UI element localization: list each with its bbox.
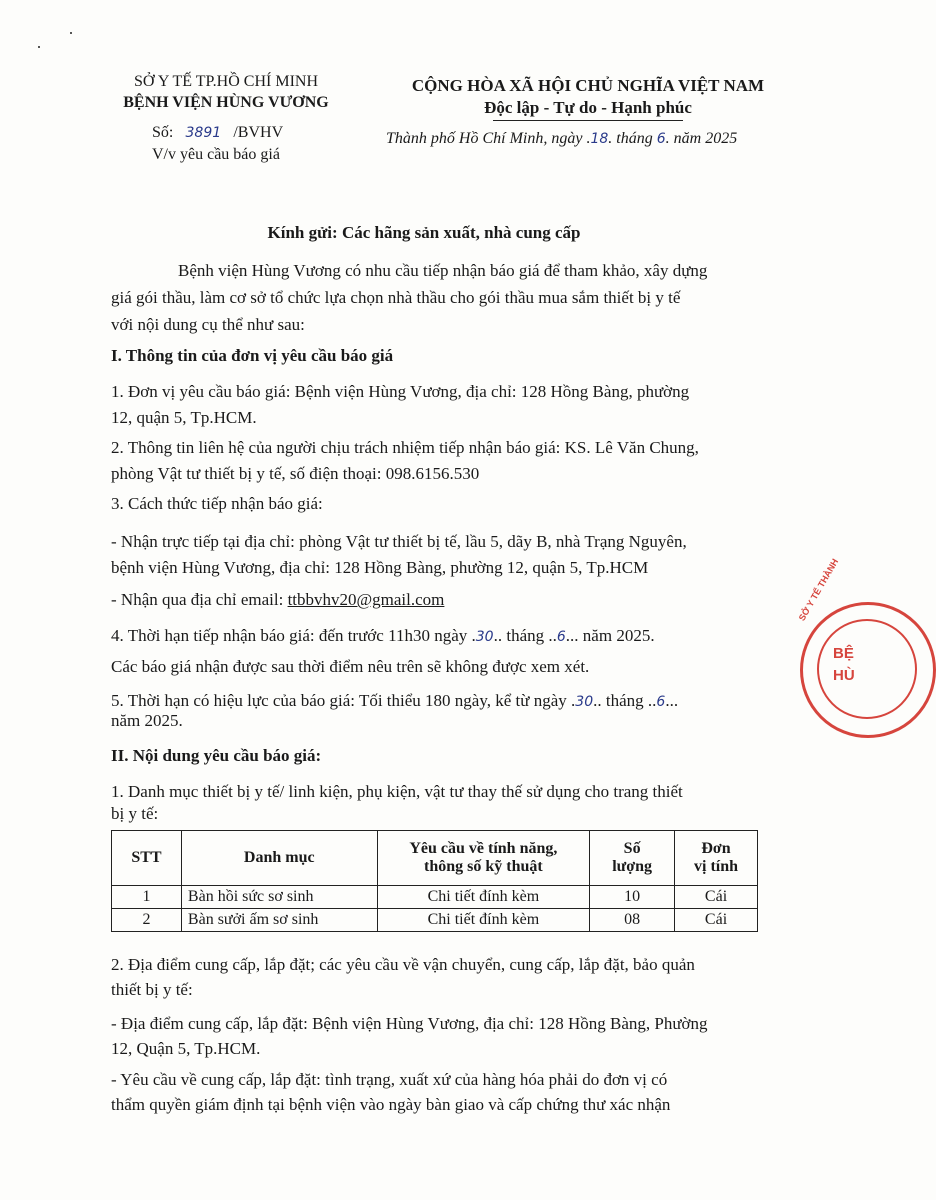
s1-p1-line-2: 12, quận 5, Tp.HCM. (111, 408, 257, 427)
s1-p4-note: Các báo giá nhận được sau thời điểm nêu trên sẽ không được xem xét. (111, 657, 590, 676)
national-motto: Độc lập - Tự do - Hạnh phúc (484, 98, 692, 117)
p4-text-3: năm 2025. (582, 626, 655, 645)
date-text-2: tháng (616, 130, 653, 147)
intro-line-3: với nội dung cụ thể như sau: (111, 315, 305, 334)
s2-p2-line-2: thiết bị y tế: (111, 980, 193, 999)
doc-subject: V/v yêu cầu báo giá (152, 146, 280, 163)
seal-inner-ring (817, 619, 917, 719)
s1-p3a-line-2: bệnh viện Hùng Vương, địa chỉ: 128 Hồng Bàng, phường 12, quận 5, Tp.HCM (111, 558, 649, 577)
date-text-3: năm 2025 (673, 130, 738, 147)
table-header-row (112, 831, 758, 886)
issue-date: Thành phố Hồ Chí Minh, ngày .18. tháng 6. năm 2025 (386, 130, 738, 147)
cell-name: Bàn sưởi ấm sơ sinh (181, 909, 377, 932)
doc-number (152, 124, 283, 142)
p5-day-handwritten: 30 (575, 694, 594, 710)
date-text-1: Thành phố Hồ Chí Minh, ngày (386, 130, 583, 147)
scan-speck (38, 46, 40, 48)
cell-stt: 1 (112, 886, 182, 909)
national-title: CỘNG HÒA XÃ HỘI CHỦ NGHĨA VIỆT NAM (411, 76, 765, 95)
s1-p4: 4. Thời hạn tiếp nhận báo giá: đến trước 11h30 ngày .30.. tháng ..6... năm 2025. (111, 626, 655, 645)
dept-name: SỞ Y TẾ TP.HỒ CHÍ MINH (133, 73, 318, 90)
s1-p2-line-2: phòng Vật tư thiết bị y tế, số điện thoại: 098.6156.530 (111, 464, 480, 483)
s2-p1-line-1: 1. Danh mục thiết bị y tế/ linh kiện, phụ kiện, vật tư thay thế sử dụng cho trang thiết (111, 782, 683, 801)
s2-p2a-line-2: 12, Quận 5, Tp.HCM. (111, 1039, 261, 1058)
p5-text-2: tháng (605, 691, 644, 710)
intro-line-1: Bệnh viện Hùng Vương có nhu cầu tiếp nhận báo giá để tham khảo, xây dựng (178, 261, 708, 280)
s2-p2b-line-1: - Yêu cầu về cung cấp, lắp đặt: tình trạng, xuất xứ của hàng hóa phải do đơn vị có (111, 1070, 668, 1089)
p5-month-handwritten: 6 (656, 694, 666, 710)
s1-p5: 5. Thời hạn có hiệu lực của báo giá: Tối thiểu 180 ngày, kể từ ngày .30.. tháng ..6... (111, 691, 679, 710)
cell-qty: 08 (590, 909, 675, 932)
s1-p3: 3. Cách thức tiếp nhận báo giá: (111, 494, 323, 513)
date-month-handwritten: 6 (656, 131, 666, 147)
seal-text-2: HÙ (833, 667, 855, 684)
col-unit: Đơn vị tính (675, 831, 758, 886)
s2-p1-line-2: bị y tế: (111, 804, 159, 823)
s2-p2a-line-1: - Địa điểm cung cấp, lắp đặt: Bệnh viện Hùng Vương, địa chỉ: 128 Hồng Bàng, Phường (111, 1014, 708, 1033)
equipment-table (111, 830, 758, 932)
cell-stt: 2 (112, 909, 182, 932)
s2-p2-line-1: 2. Địa điểm cung cấp, lắp đặt; các yêu cầu về vận chuyển, cung cấp, lắp đặt, bảo quản (111, 955, 695, 974)
seal-ring-text: SỞ Y TẾ THÀNH (796, 557, 841, 623)
cell-unit: Cái (675, 909, 758, 932)
col-qty: Số lượng (590, 831, 675, 886)
email-link[interactable]: ttbbvhv20@gmail.com (287, 590, 445, 609)
recipient-line: Kính gửi: Các hãng sản xuất, nhà cung cấp (267, 223, 581, 242)
seal-text-1: BỆ (833, 645, 854, 662)
motto-underline (493, 120, 683, 121)
doc-number-prefix: Số: (152, 124, 174, 141)
s1-p1-line-1: 1. Đơn vị yêu cầu báo giá: Bệnh viện Hùng Vương, địa chỉ: 128 Hồng Bàng, phường (111, 382, 690, 401)
s2-p2b-line-2: thẩm quyền giám định tại bệnh viện vào ngày bàn giao và cấp chứng thư xác nhận (111, 1095, 671, 1114)
s1-p3a-line-1: - Nhận trực tiếp tại địa chỉ: phòng Vật tư thiết bị tế, lầu 5, dãy B, nhà Trạng Nguyên, (111, 532, 687, 551)
s1-p2-line-1: 2. Thông tin liên hệ của người chịu trách nhiệm tiếp nhận báo giá: KS. Lê Văn Chung, (111, 438, 699, 457)
p4-day-handwritten: 30 (475, 629, 494, 645)
p4-text-1: 4. Thời hạn tiếp nhận báo giá: đến trước 11h30 ngày (111, 626, 468, 645)
cell-name: Bàn hồi sức sơ sinh (181, 886, 377, 909)
s1-p5-year: năm 2025. (111, 711, 183, 730)
hospital-name: BỆNH VIỆN HÙNG VƯƠNG (123, 94, 329, 111)
email-label: - Nhận qua địa chỉ email: (111, 590, 284, 609)
date-day-handwritten: 18 (590, 131, 609, 147)
cell-unit: Cái (675, 886, 758, 909)
s1-p3b (111, 590, 444, 610)
table-row (112, 909, 758, 932)
col-stt: STT (112, 831, 182, 886)
cell-spec: Chi tiết đính kèm (377, 909, 590, 932)
official-seal-stamp (796, 557, 936, 738)
p5-text-1: 5. Thời hạn có hiệu lực của báo giá: Tối thiểu 180 ngày, kể từ ngày (111, 691, 567, 710)
table-row (112, 886, 758, 909)
intro-line-2: giá gói thầu, làm cơ sở tổ chức lựa chọn nhà thầu cho gói thầu mua sắm thiết bị y tế (111, 288, 681, 307)
doc-number-suffix: /BVHV (233, 124, 284, 141)
col-spec: Yêu cầu về tính năng, thông số kỹ thuật (377, 831, 590, 886)
scan-speck (70, 32, 72, 34)
section-2-title: II. Nội dung yêu cầu báo giá: (111, 746, 322, 765)
cell-qty: 10 (590, 886, 675, 909)
cell-spec: Chi tiết đính kèm (377, 886, 590, 909)
p4-month-handwritten: 6 (556, 629, 566, 645)
section-1-title: I. Thông tin của đơn vị yêu cầu báo giá (111, 346, 394, 365)
col-name: Danh mục (181, 831, 377, 886)
p4-text-2: tháng (506, 626, 545, 645)
doc-number-handwritten: 3891 (185, 125, 222, 141)
